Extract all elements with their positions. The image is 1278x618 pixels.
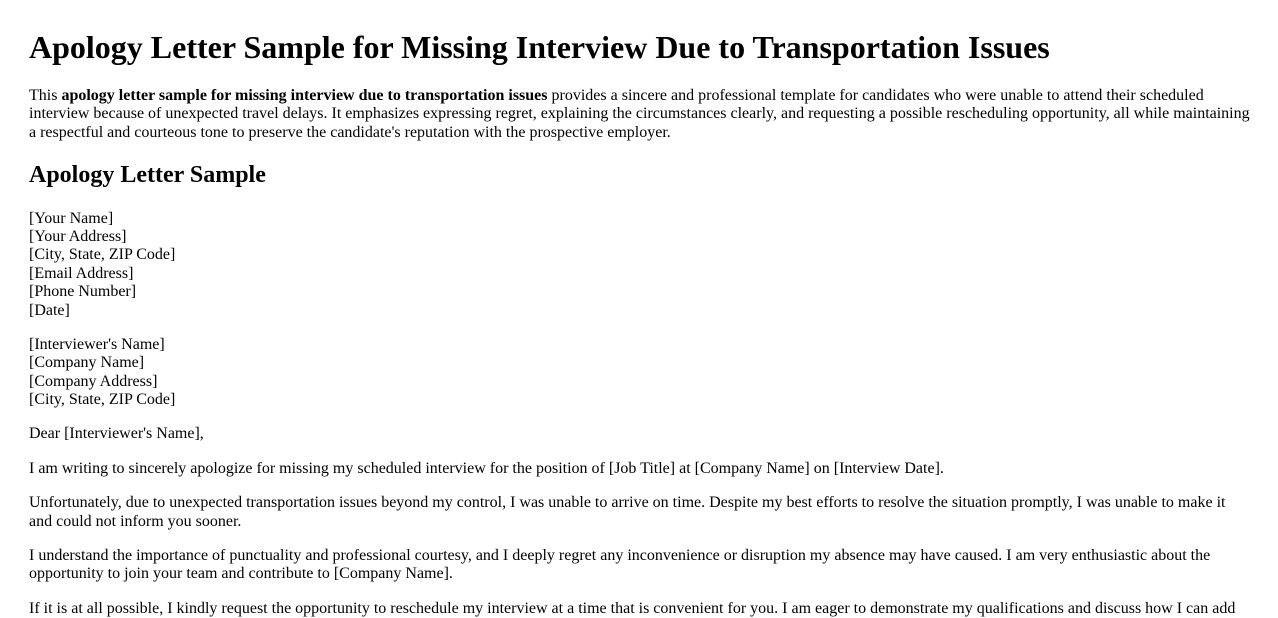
intro-text-prefix: This <box>29 86 62 104</box>
intro-bold-keyphrase: apology letter sample for missing interview due to transportation issues <box>61 86 548 104</box>
recipient-line: [City, State, ZIP Code] <box>29 391 176 409</box>
recipient-line: [Interviewer's Name] <box>29 335 165 353</box>
sender-line: [Your Address] <box>29 227 127 245</box>
sender-address-block <box>29 210 1250 320</box>
letter-paragraph: I understand the importance of punctuality and professional courtesy, and I deeply regret any inconvenience or disruption my absence may have caused. I am very enthusiastic about the opportunity to join your team and contribute to [Company Name]. <box>29 547 1211 583</box>
intro-text-suffix: provides a sincere and professional template for candidates who were unable to attend their scheduled interview because of unexpected travel delays. It emphasizes expressing regret, explaining the circumstances clearly, and requesting a possible rescheduling opportunity, all while maintaining a respectful and courteous tone to preserve the candidate's reputation with the prospective employer. <box>29 86 1250 141</box>
intro-paragraph <box>29 87 1250 142</box>
salutation: Dear [Interviewer's Name], <box>29 425 204 443</box>
sender-line: [Phone Number] <box>29 283 137 301</box>
section-heading: Apology Letter Sample <box>29 161 266 188</box>
recipient-line: [Company Address] <box>29 372 158 390</box>
recipient-address-block <box>29 336 1250 410</box>
letter-paragraph: I am writing to sincerely apologize for missing my scheduled interview for the position of [Job Title] at [Company Name] on [Interview Date]. <box>29 459 944 477</box>
sender-line: [Your Name] <box>29 209 114 227</box>
page-title: Apology Letter Sample for Missing Interview Due to Transportation Issues <box>29 29 1050 65</box>
article-body <box>29 29 1250 618</box>
letter-paragraph: If it is at all possible, I kindly request the opportunity to reschedule my interview at a time that is convenient for you. I am eager to demonstrate my qualifications and discuss how I can add <box>29 599 1236 617</box>
sender-line: [Email Address] <box>29 264 134 282</box>
recipient-line: [Company Name] <box>29 354 145 372</box>
letter-paragraph: Unfortunately, due to unexpected transportation issues beyond my control, I was unable to arrive on time. Despite my best efforts to resolve the situation promptly, I was unable to make it and could not inform you sooner. <box>29 494 1226 530</box>
sender-line: [Date] <box>29 301 70 319</box>
sender-line: [City, State, ZIP Code] <box>29 246 176 264</box>
